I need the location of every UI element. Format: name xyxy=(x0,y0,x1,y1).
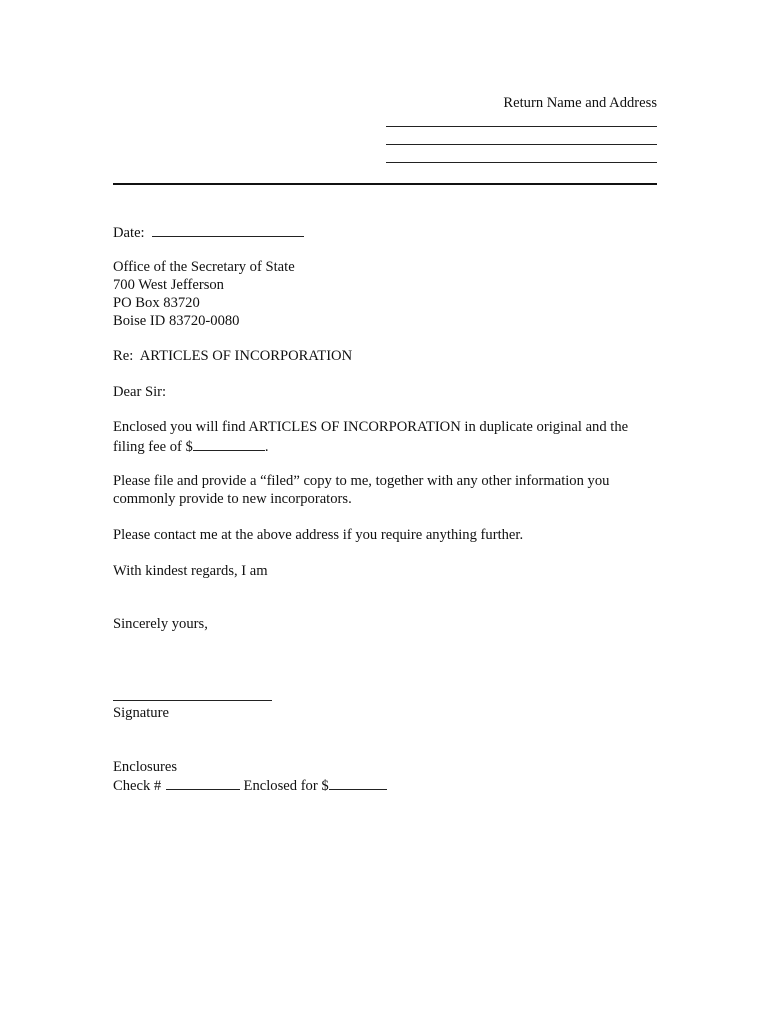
return-address-line-2[interactable] xyxy=(386,144,657,145)
enclosed-amount-blank[interactable] xyxy=(329,775,387,790)
paragraph-2-line-1: Please file and provide a “filed” copy to me, together with any other information you xyxy=(113,473,610,489)
recipient-line-2: 700 West Jefferson xyxy=(113,277,224,293)
enclosed-for-label: Enclosed for $ xyxy=(243,778,329,794)
header-divider xyxy=(113,183,657,185)
signature-line[interactable] xyxy=(113,700,272,701)
check-number-label: Check # xyxy=(113,778,162,794)
subject-line: Re: ARTICLES OF INCORPORATION xyxy=(113,348,353,364)
date-label: Date: xyxy=(113,225,145,241)
salutation: Dear Sir: xyxy=(113,384,167,400)
check-number-blank[interactable] xyxy=(166,775,240,790)
return-address-label: Return Name and Address xyxy=(503,95,657,111)
recipient-line-4: Boise ID 83720-0080 xyxy=(113,313,240,329)
filing-fee-label: filing fee of $ xyxy=(113,439,193,455)
filing-fee-period: . xyxy=(264,439,269,455)
filing-fee-blank[interactable] xyxy=(193,436,265,451)
paragraph-2-line-2: commonly provide to new incorporators. xyxy=(113,491,352,507)
date-blank[interactable] xyxy=(152,222,304,237)
return-address-line-1[interactable] xyxy=(386,126,657,127)
recipient-line-3: PO Box 83720 xyxy=(113,295,200,311)
date-row xyxy=(113,222,304,242)
enclosures-check-row xyxy=(113,775,387,795)
paragraph-1-line-2 xyxy=(113,436,269,456)
closing-regards: With kindest regards, I am xyxy=(113,563,268,579)
signature-label: Signature xyxy=(113,705,169,721)
return-address-line-3[interactable] xyxy=(386,162,657,163)
paragraph-3: Please contact me at the above address if you require anything further. xyxy=(113,527,524,543)
paragraph-1-line-1: Enclosed you will find ARTICLES OF INCORPORATION in duplicate original and the xyxy=(113,419,629,435)
enclosures-heading: Enclosures xyxy=(113,759,178,775)
closing-sincerely: Sincerely yours, xyxy=(113,616,208,632)
recipient-line-1: Office of the Secretary of State xyxy=(113,259,295,275)
